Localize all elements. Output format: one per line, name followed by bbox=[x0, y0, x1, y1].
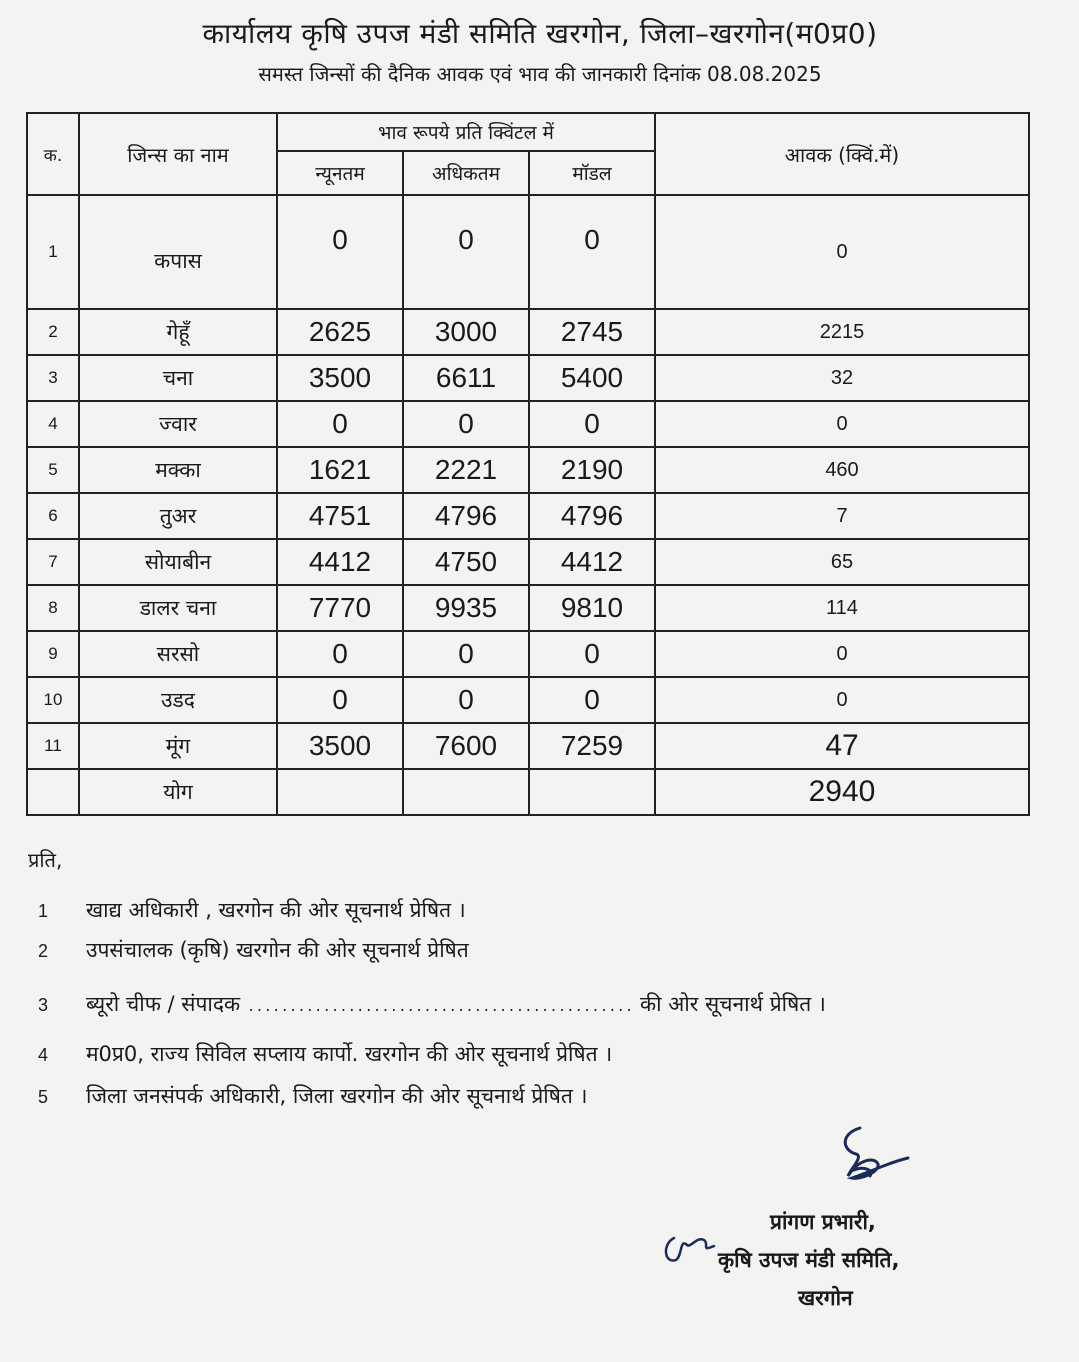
item-text: म0प्र0, राज्य सिविल सप्लाय कार्पो. खरगोन की ओर सूचनार्थ प्रेषित । bbox=[86, 1042, 613, 1066]
item-text-before: ब्यूरो चीफ / संपादक bbox=[86, 992, 241, 1016]
row-modal-price: 5400 bbox=[529, 355, 655, 401]
row-min-price: 3500 bbox=[277, 723, 403, 769]
row-min-price: 0 bbox=[277, 195, 403, 309]
total-label: योग bbox=[79, 769, 277, 815]
row-arrival: 0 bbox=[655, 677, 1029, 723]
row-min-price: 2625 bbox=[277, 309, 403, 355]
row-commodity: मूंग bbox=[79, 723, 277, 769]
header-commodity-name: जिन्स का नाम bbox=[79, 113, 277, 195]
row-arrival: 460 bbox=[655, 447, 1029, 493]
row-modal-price: 7259 bbox=[529, 723, 655, 769]
header-price-group: भाव रूपये प्रति क्विंटल में bbox=[277, 113, 655, 151]
row-serial: 6 bbox=[27, 493, 79, 539]
table-row bbox=[27, 631, 1029, 677]
total-max-empty bbox=[403, 769, 529, 815]
table-row bbox=[27, 723, 1029, 769]
row-serial: 2 bbox=[27, 309, 79, 355]
row-max-price: 0 bbox=[403, 401, 529, 447]
row-min-price: 1621 bbox=[277, 447, 403, 493]
commodity-rates-table bbox=[26, 112, 1030, 816]
distribution-item bbox=[38, 1040, 612, 1068]
row-max-price: 0 bbox=[403, 631, 529, 677]
total-row bbox=[27, 769, 1029, 815]
row-min-price: 0 bbox=[277, 631, 403, 677]
row-modal-price: 0 bbox=[529, 677, 655, 723]
total-serial-empty bbox=[27, 769, 79, 815]
distribution-item bbox=[38, 1082, 587, 1110]
item-number: 5 bbox=[38, 1087, 49, 1107]
row-arrival: 32 bbox=[655, 355, 1029, 401]
row-serial: 1 bbox=[27, 195, 79, 309]
row-max-price: 7600 bbox=[403, 723, 529, 769]
item-number: 3 bbox=[38, 995, 49, 1015]
row-arrival: 0 bbox=[655, 631, 1029, 677]
row-min-price: 7770 bbox=[277, 585, 403, 631]
row-serial: 4 bbox=[27, 401, 79, 447]
signatory-designation: प्रांगण प्रभारी, bbox=[770, 1210, 876, 1234]
row-arrival: 0 bbox=[655, 195, 1029, 309]
row-modal-price: 0 bbox=[529, 631, 655, 677]
item-text-after: की ओर सूचनार्थ प्रेषित । bbox=[640, 992, 826, 1016]
table-row bbox=[27, 539, 1029, 585]
table-row bbox=[27, 677, 1029, 723]
row-max-price: 6611 bbox=[403, 355, 529, 401]
distribution-item bbox=[38, 936, 469, 964]
blank-dotted-line: .............................................. bbox=[246, 1000, 634, 1016]
table-row bbox=[27, 585, 1029, 631]
table-row bbox=[27, 309, 1029, 355]
row-commodity: कपास bbox=[79, 195, 277, 309]
row-min-price: 4751 bbox=[277, 493, 403, 539]
handwritten-initial bbox=[660, 1230, 720, 1270]
row-serial: 9 bbox=[27, 631, 79, 677]
signatory-office: कृषि उपज मंडी समिति, bbox=[718, 1248, 900, 1272]
row-arrival: 65 bbox=[655, 539, 1029, 585]
table-row bbox=[27, 401, 1029, 447]
row-serial: 10 bbox=[27, 677, 79, 723]
item-number: 1 bbox=[38, 901, 49, 921]
distribution-label: प्रति, bbox=[28, 848, 63, 872]
signatory-location: खरगोन bbox=[798, 1286, 853, 1310]
row-min-price: 4412 bbox=[277, 539, 403, 585]
table-row bbox=[27, 195, 1029, 309]
header-arrival: आवक (क्विं.में) bbox=[655, 113, 1029, 195]
row-modal-price: 2745 bbox=[529, 309, 655, 355]
row-commodity: सरसो bbox=[79, 631, 277, 677]
row-commodity: मक्का bbox=[79, 447, 277, 493]
handwritten-signature bbox=[830, 1120, 920, 1200]
distribution-item bbox=[38, 990, 826, 1018]
row-serial: 3 bbox=[27, 355, 79, 401]
table-row bbox=[27, 355, 1029, 401]
header-min-price: न्यूनतम bbox=[277, 151, 403, 195]
item-text: खाद्य अधिकारी , खरगोन की ओर सूचनार्थ प्रेषित । bbox=[86, 898, 466, 922]
row-arrival: 2215 bbox=[655, 309, 1029, 355]
report-subtitle: समस्त जिन्सों की दैनिक आवक एवं भाव की जानकारी दिनांक 08.08.2025 bbox=[258, 62, 822, 86]
row-commodity: गेहूँ bbox=[79, 309, 277, 355]
item-number: 2 bbox=[38, 941, 49, 961]
row-min-price: 0 bbox=[277, 677, 403, 723]
row-modal-price: 9810 bbox=[529, 585, 655, 631]
row-max-price: 9935 bbox=[403, 585, 529, 631]
row-commodity: तुअर bbox=[79, 493, 277, 539]
total-arrival: 2940 bbox=[655, 769, 1029, 815]
header-modal-price: मॉडल bbox=[529, 151, 655, 195]
row-modal-price: 4412 bbox=[529, 539, 655, 585]
row-commodity: सोयाबीन bbox=[79, 539, 277, 585]
row-modal-price: 0 bbox=[529, 401, 655, 447]
item-number: 4 bbox=[38, 1045, 49, 1065]
row-max-price: 0 bbox=[403, 677, 529, 723]
row-max-price: 2221 bbox=[403, 447, 529, 493]
row-min-price: 0 bbox=[277, 401, 403, 447]
row-commodity: चना bbox=[79, 355, 277, 401]
row-max-price: 4750 bbox=[403, 539, 529, 585]
table-row bbox=[27, 493, 1029, 539]
row-commodity: उडद bbox=[79, 677, 277, 723]
row-serial: 7 bbox=[27, 539, 79, 585]
row-modal-price: 4796 bbox=[529, 493, 655, 539]
row-commodity: ज्वार bbox=[79, 401, 277, 447]
total-modal-empty bbox=[529, 769, 655, 815]
row-modal-price: 2190 bbox=[529, 447, 655, 493]
row-serial: 8 bbox=[27, 585, 79, 631]
row-max-price: 4796 bbox=[403, 493, 529, 539]
row-serial: 5 bbox=[27, 447, 79, 493]
row-max-price: 0 bbox=[403, 195, 529, 309]
total-min-empty bbox=[277, 769, 403, 815]
row-arrival: 0 bbox=[655, 401, 1029, 447]
item-text: उपसंचालक (कृषि) खरगोन की ओर सूचनार्थ प्रेषित bbox=[86, 938, 469, 962]
row-serial: 11 bbox=[27, 723, 79, 769]
row-max-price: 3000 bbox=[403, 309, 529, 355]
distribution-item bbox=[38, 896, 466, 924]
table-header-row bbox=[27, 113, 1029, 151]
item-text: जिला जनसंपर्क अधिकारी, जिला खरगोन की ओर सूचनार्थ प्रेषित । bbox=[86, 1084, 588, 1108]
row-modal-price: 0 bbox=[529, 195, 655, 309]
table-row bbox=[27, 447, 1029, 493]
row-min-price: 3500 bbox=[277, 355, 403, 401]
row-commodity: डालर चना bbox=[79, 585, 277, 631]
header-max-price: अधिकतम bbox=[403, 151, 529, 195]
row-arrival: 114 bbox=[655, 585, 1029, 631]
row-arrival: 47 bbox=[655, 723, 1029, 769]
row-arrival: 7 bbox=[655, 493, 1029, 539]
header-serial: क. bbox=[27, 113, 79, 195]
office-title: कार्यालय कृषि उपज मंडी समिति खरगोन, जिला–खरगोन(म0प्र0) bbox=[202, 17, 878, 50]
